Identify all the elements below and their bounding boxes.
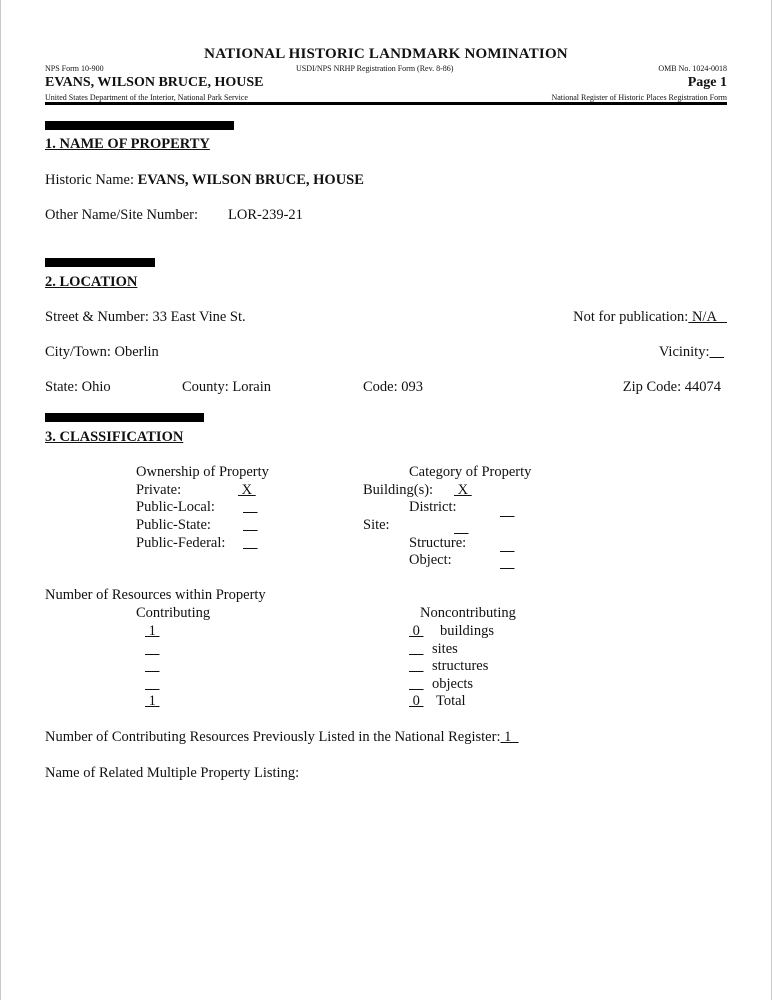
category-mark: X	[454, 482, 472, 498]
section-2-bar	[45, 258, 155, 267]
multiple-property-label: Name of Related Multiple Property Listing:	[45, 765, 300, 781]
noncontributing-count	[409, 658, 424, 675]
resource-type-total: Total	[436, 693, 466, 709]
ownership-label: Public-Federal:	[136, 535, 226, 551]
resource-type: objects	[432, 676, 474, 692]
noncontributing-heading: Noncontributing	[420, 605, 516, 621]
category-label: Site:	[363, 517, 390, 533]
noncontributing-count: 0	[409, 623, 424, 639]
section-1-heading: 1. NAME OF PROPERTY	[45, 136, 210, 152]
contributing-total: 1	[145, 693, 160, 709]
vicinity-value	[710, 344, 725, 360]
contributing-count: 1	[145, 623, 160, 639]
ownership-mark	[243, 499, 258, 516]
section-2-heading: 2. LOCATION	[45, 274, 138, 290]
not-for-publication-row	[573, 309, 727, 326]
state: State: Ohio	[45, 379, 111, 395]
county: County: Lorain	[182, 379, 272, 395]
section-3-bar	[45, 413, 204, 422]
historic-name-label: Historic Name:	[45, 172, 138, 188]
section-1-bar	[45, 121, 234, 130]
category-heading: Category of Property	[409, 464, 532, 480]
not-for-publication-value: N/A	[688, 309, 727, 325]
ownership-label: Public-Local:	[136, 499, 215, 515]
contributing-heading: Contributing	[136, 605, 211, 621]
category-mark	[500, 503, 515, 520]
ownership-mark: X	[238, 482, 256, 498]
other-name-value: LOR-239-21	[228, 207, 303, 223]
page-border-left	[0, 0, 1, 1000]
noncontributing-count	[409, 641, 424, 658]
resource-type: structures	[432, 658, 489, 674]
category-mark	[500, 538, 515, 555]
ownership-mark	[243, 535, 258, 552]
form-description: USDI/NPS NRHP Registration Form (Rev. 8-86)	[296, 64, 454, 73]
noncontributing-total: 0	[409, 693, 424, 709]
previously-listed-value: 1	[500, 729, 519, 745]
ownership-mark	[243, 517, 258, 534]
category-label: Building(s):	[363, 482, 434, 498]
contributing-count	[145, 658, 160, 675]
ownership-label: Public-State:	[136, 517, 211, 533]
street-number: Street & Number: 33 East Vine St.	[45, 309, 246, 325]
ownership-label: Private:	[136, 482, 182, 498]
historic-name-value: EVANS, WILSON BRUCE, HOUSE	[137, 172, 364, 188]
resource-type: buildings	[440, 623, 494, 639]
category-label: Object:	[409, 552, 452, 568]
document-title: NATIONAL HISTORIC LANDMARK NOMINATION	[204, 46, 568, 62]
vicinity-label: Vicinity:	[658, 344, 710, 360]
department-label: United States Department of the Interior, National Park Service	[45, 93, 248, 102]
header-property-name: EVANS, WILSON BRUCE, HOUSE	[45, 75, 264, 90]
vicinity-row	[659, 344, 724, 361]
header-rule	[45, 102, 727, 105]
category-label: Structure:	[409, 535, 467, 551]
omb-number: OMB No. 1024-0018	[658, 64, 727, 73]
city-town: City/Town: Oberlin	[45, 344, 159, 360]
not-for-publication-label: Not for publication:	[573, 309, 689, 325]
noncontributing-count	[409, 676, 424, 693]
category-mark	[500, 555, 515, 572]
category-label: District:	[409, 499, 457, 515]
page-number: Page 1	[687, 75, 727, 90]
contributing-count	[145, 676, 160, 693]
form-number: NPS Form 10-900	[45, 64, 104, 73]
resources-heading: Number of Resources within Property	[45, 587, 266, 603]
contributing-count	[145, 641, 160, 658]
zip-code: Zip Code: 44074	[622, 379, 721, 395]
section-3-heading: 3. CLASSIFICATION	[45, 429, 184, 445]
historic-name-row	[45, 172, 364, 189]
register-form-label: National Register of Historic Places Registration Form	[551, 93, 727, 102]
resource-type: sites	[432, 641, 458, 657]
ownership-heading: Ownership of Property	[136, 464, 269, 480]
previously-listed-label: Number of Contributing Resources Previously Listed in the National Register:	[45, 729, 501, 745]
previously-listed-row	[45, 729, 519, 746]
code: Code: 093	[363, 379, 424, 395]
other-name-label: Other Name/Site Number:	[45, 207, 199, 223]
